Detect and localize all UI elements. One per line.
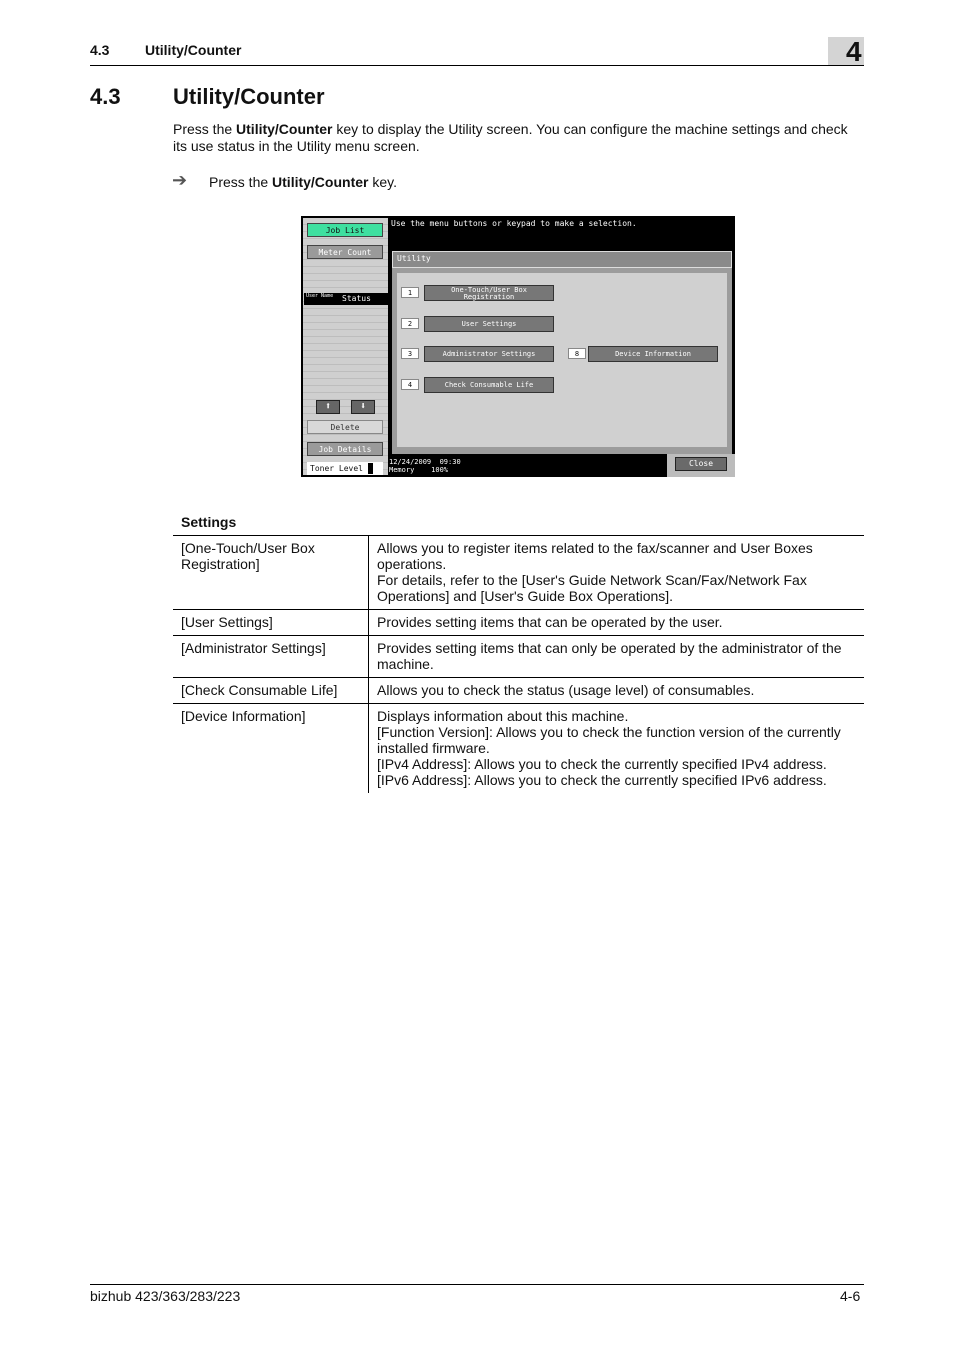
utility-panel [392, 268, 732, 454]
setting-description: Provides setting items that can be operated by the user. [369, 610, 865, 636]
footer-rule [90, 1284, 864, 1285]
setting-name: [Administrator Settings] [173, 636, 369, 678]
setting-description: Allows you to check the status (usage level) of consumables. [369, 678, 865, 704]
setting-description: Provides setting items that can only be operated by the administrator of the machine. [369, 636, 865, 678]
delete-button[interactable]: Delete [307, 420, 383, 434]
meter-count-button[interactable]: Meter Count [307, 245, 383, 259]
toner-bar [368, 463, 373, 474]
table-row [173, 678, 864, 704]
menu-number-3: 3 [401, 348, 419, 359]
user-settings-button[interactable]: User Settings [424, 316, 554, 332]
screen-message: Use the menu buttons or keypad to make a selection. [391, 219, 637, 228]
section-title: Utility/Counter [173, 84, 325, 109]
left-panel [303, 218, 388, 475]
footer-page-number: 4-6 [840, 1288, 861, 1304]
running-header-section-number: 4.3 [90, 42, 110, 58]
step-arrow-icon: ➔ [172, 170, 188, 190]
running-header-section-title: Utility/Counter [145, 42, 242, 58]
memory-label: Memory [389, 466, 415, 474]
toner-level: Toner Level [307, 462, 383, 475]
settings-table [173, 535, 864, 793]
setting-description: Allows you to register items related to the fax/scanner and User Boxes operations. For details, refer to the [User's Guide Network Scan/Fax/Network Fax Operations] and [User's Guide Box Operations]. [369, 536, 865, 610]
job-details-button[interactable]: Job Details [307, 442, 383, 456]
menu-number-8: 8 [568, 348, 586, 359]
status-label: Status [342, 294, 371, 303]
scroll-up-button[interactable]: ⬆ [316, 400, 340, 414]
job-list-button[interactable]: Job List [307, 223, 383, 237]
setting-description: Displays information about this machine. [Function Version]: Allows you to check the function version of the currently installed firmware. [IPv4 Address]: Allows you to check the currently specified IPv4 address. [IPv6 Address]: Allows you to check the currently specified IPv6 address. [369, 704, 865, 794]
memory-value: 100% [431, 466, 449, 474]
table-row [173, 610, 864, 636]
chapter-number: 4 [846, 36, 862, 67]
utility-title-bar: Utility [392, 251, 732, 268]
close-button[interactable]: Close [675, 457, 727, 471]
step-instruction: Press the Utility/Counter key. [209, 174, 398, 190]
section-number: 4.3 [90, 84, 121, 109]
device-information-button[interactable]: Device Information [588, 346, 718, 362]
menu-number-1: 1 [401, 287, 419, 298]
utility-menu-area [397, 273, 727, 447]
scroll-down-button[interactable]: ⬇ [351, 400, 375, 414]
setting-name: [Device Information] [173, 704, 369, 794]
check-consumable-life-button[interactable]: Check Consumable Life [424, 377, 554, 393]
table-row [173, 704, 864, 794]
table-title: Settings [181, 514, 237, 530]
setting-name: [One-Touch/User Box Registration] [173, 536, 369, 610]
job-status-header [304, 293, 388, 305]
table-row [173, 636, 864, 678]
device-screen [301, 216, 735, 477]
close-area [667, 454, 735, 477]
header-rule [90, 65, 864, 66]
menu-number-4: 4 [401, 379, 419, 390]
intro-key: Utility/Counter [236, 121, 333, 137]
user-name-label: User Name [306, 293, 334, 299]
menu-number-2: 2 [401, 318, 419, 329]
time-text: 09:30 [439, 458, 461, 466]
footer-model: bizhub 423/363/283/223 [90, 1288, 241, 1304]
setting-name: [User Settings] [173, 610, 369, 636]
intro-paragraph: Press the Utility/Counter key to display the Utility screen. You can configure the machine settings and check its use status in the Utility menu screen. [173, 121, 848, 154]
status-info [389, 458, 461, 474]
table-row [173, 536, 864, 610]
step-key: Utility/Counter [272, 174, 369, 190]
administrator-settings-button[interactable]: Administrator Settings [424, 346, 554, 362]
one-touch-user-box-registration-button[interactable]: One-Touch/User Box Registration [424, 285, 554, 301]
date-text: 12/24/2009 [389, 458, 432, 466]
setting-name: [Check Consumable Life] [173, 678, 369, 704]
